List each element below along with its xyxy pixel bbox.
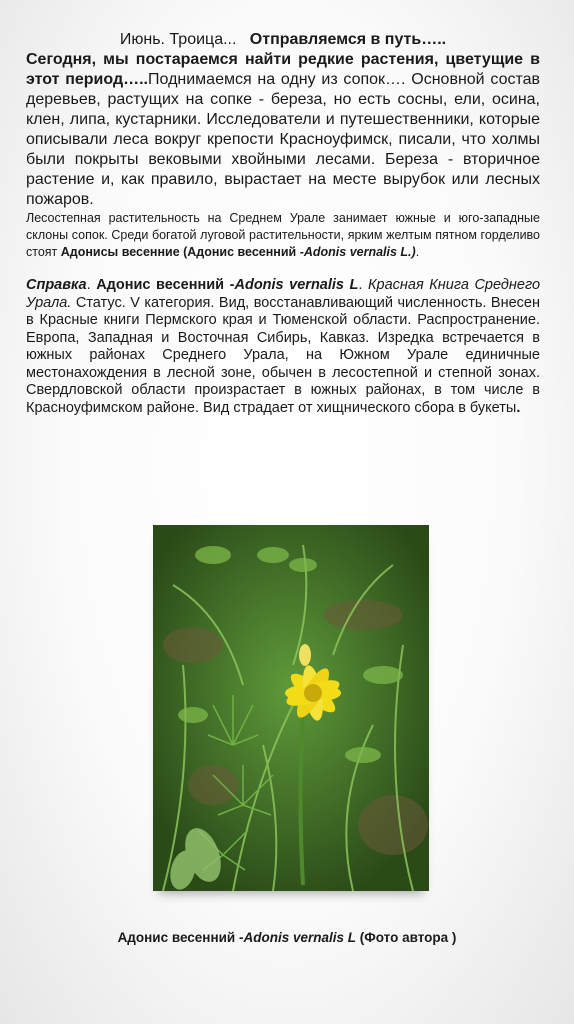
reference-after-name: . (358, 277, 363, 293)
intro-heading (26, 30, 540, 50)
intro-text: Поднимаемся на одну из сопок…. Основной состав деревьев, растущих на сопке - береза, но есть сосны, ели, осина, клен, липа, кустарники. Исследователи и путешественники, которые описывали леса вокруг крепости Красноуфимск, писали, что холмы были покрыты вековыми хвойными лесами. Береза - вторичное растение и, как правило, вырастает на месте вырубок или лесных пожаров. (26, 71, 541, 208)
caption-name: Адонис весенний - (117, 930, 244, 945)
photo-caption (0, 930, 574, 945)
reference-name: Адонис весенний - (96, 277, 235, 293)
caption-credit: (Фото автора ) (356, 930, 457, 945)
steppe-paragraph (26, 210, 540, 261)
caption-latin: Adonis vernalis L (243, 930, 356, 945)
intro-paragraph (26, 30, 540, 210)
adonis-bud (299, 644, 311, 666)
reference-end: . (516, 399, 521, 416)
article (26, 30, 540, 417)
adonis-photo (153, 525, 429, 891)
reference-label: Справка (26, 277, 87, 293)
heading-bold: Отправляемся в путь….. (249, 31, 447, 48)
steppe-end: . (415, 245, 420, 259)
heading-plain: Июнь. Троица... (119, 31, 237, 48)
reference-latin: Adonis vernalis L (234, 277, 359, 293)
reference-source: Красная Книга Среднего Урала. (26, 277, 541, 311)
steppe-latin: -Adonis vernalis L.) (299, 245, 416, 259)
steppe-bold: Адонисы весенние (Адонис весенний (60, 245, 297, 259)
steppe-text: Лесостепная растительность на Среднем Урале занимает южные и юго-западные склоны сопок. Среди богатой луговой растительности, ярким желтым пятном горделиво стоят (26, 211, 540, 259)
intro-bold-sentence: Сегодня, мы постараемся найти редкие растения, цветущие в этот период….. (26, 51, 540, 88)
reference-dot: . (86, 277, 91, 293)
adonis-photo-drawing (153, 525, 429, 891)
reference-body: Статус. V категория. Вид, восстанавливающий численность. Внесен в Красные книги Пермского края и Тюменской области. Распространение. Европа, Западная и Восточная Сибирь, Кавказ. Изредка встречается в южных районах Среднего Урала, на Южном Урале единичные местонахождения в лесной зоне, обычен в лесостепной и степной зонах. Свердловской области произрастает в южных районах, в том числе в Красноуфимском районе. Вид страдает от хищнического сбора в букеты (26, 294, 541, 416)
reference-paragraph (26, 277, 540, 417)
